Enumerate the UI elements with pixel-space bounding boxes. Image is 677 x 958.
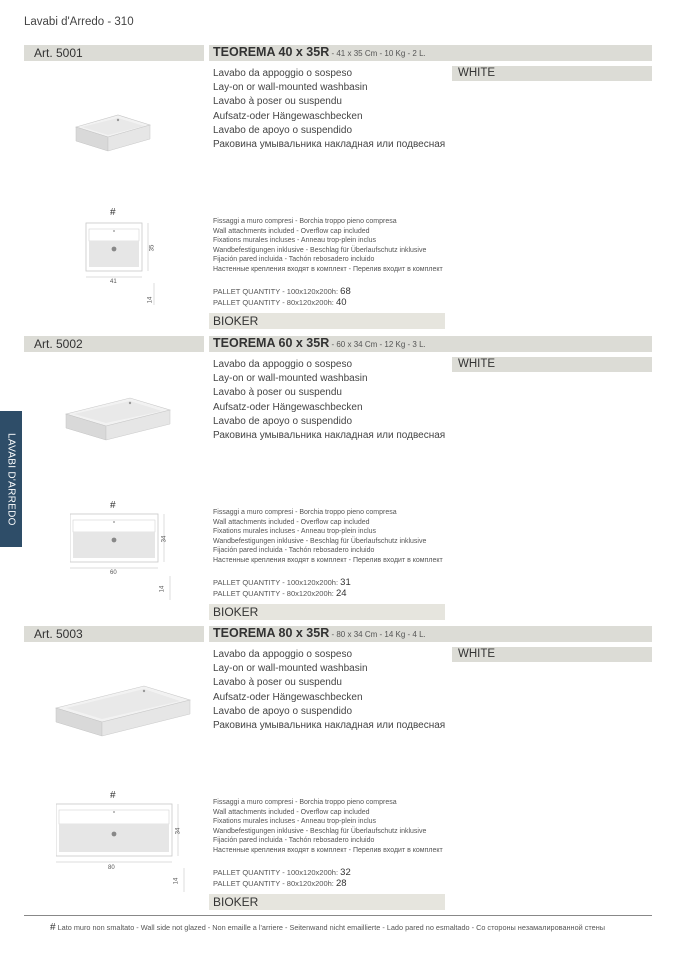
product-specs: - 60 x 34 Cm - 12 Kg - 3 L. <box>329 340 426 349</box>
title-bar <box>209 336 652 352</box>
pallet-qty-100: 31 <box>340 577 351 588</box>
description-ru: Раковина умывальника накладная или подвесная <box>213 720 446 732</box>
technical-drawing <box>56 792 216 892</box>
unglazed-wall-mark: # <box>110 500 116 511</box>
description-de: Aufsatz-oder Hängewaschbecken <box>213 110 363 122</box>
pallet-info <box>213 578 351 599</box>
description-es: Lavabo de apoyo o suspendido <box>213 705 353 717</box>
article-number: Art. 5003 <box>34 627 83 641</box>
side-tab <box>0 411 22 547</box>
product-title <box>213 626 426 640</box>
title-bar <box>209 626 652 642</box>
pallet-label-80: PALLET QUANTITY - 80x120x200h: <box>213 878 334 888</box>
description-list <box>213 358 445 443</box>
description-ru: Раковина умывальника накладная или подвесная <box>213 139 446 151</box>
description-it: Lavabo da appoggio o sospeso <box>213 359 353 370</box>
material-label: BIOKER <box>213 605 259 619</box>
article-number: Art. 5002 <box>34 337 83 351</box>
dimension-width: 60 <box>110 570 117 576</box>
footer-hash: # <box>50 922 56 933</box>
finish-label: WHITE <box>458 358 496 370</box>
description-list <box>213 67 445 152</box>
unglazed-wall-mark: # <box>110 207 116 218</box>
footer-divider <box>24 915 652 916</box>
notes-list <box>213 217 443 275</box>
note-en: Wall attachments included - Overflow cap included <box>213 227 370 235</box>
washbasin-isometric-image <box>54 680 194 740</box>
pallet-label-100: PALLET QUANTITY - 100x120x200h: <box>213 578 339 587</box>
note-fr: Fixations murales incluses - Anneau trop-plein inclus <box>213 237 377 245</box>
description-es: Lavabo de apoyo o suspendido <box>213 415 353 427</box>
dimension-height: 14 <box>147 296 154 304</box>
finish-bar <box>452 357 652 372</box>
dimension-depth: 34 <box>161 535 168 543</box>
dimension-depth: 35 <box>149 244 156 252</box>
note-fr: Fixations murales incluses - Anneau trop-plein inclus <box>213 818 377 826</box>
note-en: Wall attachments included - Overflow cap included <box>213 518 370 526</box>
footer-note <box>50 922 605 933</box>
product-title <box>213 45 426 59</box>
description-it: Lavabo da appoggio o sospeso <box>213 68 353 79</box>
product-section-5002 <box>24 336 652 624</box>
article-bar <box>24 45 204 61</box>
product-section-5001 <box>24 45 652 333</box>
product-specs: - 41 x 35 Cm - 10 Kg - 2 L. <box>329 49 426 58</box>
note-it: Fissaggi a muro compresi - Borchia troppo pieno compresa <box>213 509 397 516</box>
note-es: Fijación pared incluida - Tachón rebosadero incluido <box>213 547 375 555</box>
pallet-label-80: PALLET QUANTITY - 80x120x200h: <box>213 297 334 307</box>
note-ru: Настенные крепления входят в комплект - Перелив входит в комплект <box>213 265 443 273</box>
article-bar <box>24 626 204 642</box>
pallet-info <box>213 287 351 308</box>
dimension-width: 41 <box>110 279 117 285</box>
pallet-label-100: PALLET QUANTITY - 100x120x200h: <box>213 287 339 296</box>
finish-label: WHITE <box>458 648 496 660</box>
description-list <box>213 648 445 733</box>
note-ru: Настенные крепления входят в комплект - Перелив входит в комплект <box>213 846 443 854</box>
description-fr: Lavabo à poser ou suspendu <box>213 96 342 108</box>
material-label: BIOKER <box>213 314 259 328</box>
note-de: Wandbefestigungen inklusive - Beschlag für Überlaufschutz inklusive <box>213 827 427 835</box>
page-header: Lavabi d'Arredo - 310 <box>24 16 134 28</box>
technical-drawing <box>74 205 184 305</box>
note-de: Wandbefestigungen inklusive - Beschlag für Überlaufschutz inklusive <box>213 537 427 545</box>
dimension-height: 14 <box>173 877 180 885</box>
pallet-label-80: PALLET QUANTITY - 80x120x200h: <box>213 588 334 598</box>
material-bar <box>209 313 445 329</box>
product-name: TEOREMA 40 x 35R <box>213 45 330 59</box>
description-fr: Lavabo à poser ou suspendu <box>213 677 342 689</box>
description-en: Lay-on or wall-mounted washbasin <box>213 82 368 94</box>
finish-bar <box>452 647 652 662</box>
description-en: Lay-on or wall-mounted washbasin <box>213 373 368 385</box>
description-de: Aufsatz-oder Hängewaschbecken <box>213 401 363 413</box>
description-en: Lay-on or wall-mounted washbasin <box>213 663 368 675</box>
note-es: Fijación pared incluida - Tachón rebosadero incluido <box>213 837 375 845</box>
pallet-qty-80: 40 <box>336 296 347 308</box>
unglazed-wall-mark: # <box>110 790 116 801</box>
product-title <box>213 336 426 350</box>
pallet-qty-100: 68 <box>340 286 351 297</box>
pallet-qty-80: 24 <box>336 587 347 599</box>
finish-bar <box>452 66 652 81</box>
description-de: Aufsatz-oder Hängewaschbecken <box>213 691 363 703</box>
description-es: Lavabo de apoyo o suspendido <box>213 124 353 136</box>
pallet-qty-100: 32 <box>340 867 351 878</box>
notes-list <box>213 508 443 566</box>
dimension-depth: 34 <box>175 827 182 835</box>
description-it: Lavabo da appoggio o sospeso <box>213 649 353 660</box>
note-es: Fijación pared incluida - Tachón rebosadero incluido <box>213 256 375 264</box>
product-section-5003 <box>24 626 652 914</box>
dimension-width: 80 <box>108 865 115 871</box>
notes-list <box>213 798 443 856</box>
material-bar <box>209 604 445 620</box>
washbasin-isometric-image <box>64 392 174 444</box>
material-label: BIOKER <box>213 895 259 909</box>
note-de: Wandbefestigungen inklusive - Beschlag für Überlaufschutz inklusive <box>213 246 427 254</box>
title-bar <box>209 45 652 61</box>
note-ru: Настенные крепления входят в комплект - Перелив входит в комплект <box>213 556 443 564</box>
description-ru: Раковина умывальника накладная или подвесная <box>213 430 446 442</box>
pallet-qty-80: 28 <box>336 877 347 889</box>
pallet-label-100: PALLET QUANTITY - 100x120x200h: <box>213 868 339 877</box>
finish-label: WHITE <box>458 67 496 79</box>
pallet-info <box>213 868 351 889</box>
product-name: TEOREMA 60 x 35R <box>213 336 330 350</box>
side-tab-label: LAVABI D'ARREDO <box>5 432 17 526</box>
article-number: Art. 5001 <box>34 46 83 60</box>
note-it: Fissaggi a muro compresi - Borchia troppo pieno compresa <box>213 799 397 806</box>
footer-text: Lato muro non smaltato - Wall side not glazed - Non emaille a l'arriere - Seitenwand nicht emaillierte - Lado pared no esmaltado - Со стороны незамалированной стены <box>57 923 605 932</box>
dimension-height: 14 <box>159 585 166 593</box>
material-bar <box>209 894 445 910</box>
product-specs: - 80 x 34 Cm - 14 Kg - 4 L. <box>329 630 426 639</box>
product-name: TEOREMA 80 x 35R <box>213 626 330 640</box>
washbasin-isometric-image <box>74 105 154 155</box>
article-bar <box>24 336 204 352</box>
description-fr: Lavabo à poser ou suspendu <box>213 387 342 399</box>
note-en: Wall attachments included - Overflow cap included <box>213 808 370 816</box>
note-fr: Fixations murales incluses - Anneau trop-plein inclus <box>213 528 377 536</box>
note-it: Fissaggi a muro compresi - Borchia troppo pieno compresa <box>213 218 397 225</box>
technical-drawing <box>70 500 200 600</box>
